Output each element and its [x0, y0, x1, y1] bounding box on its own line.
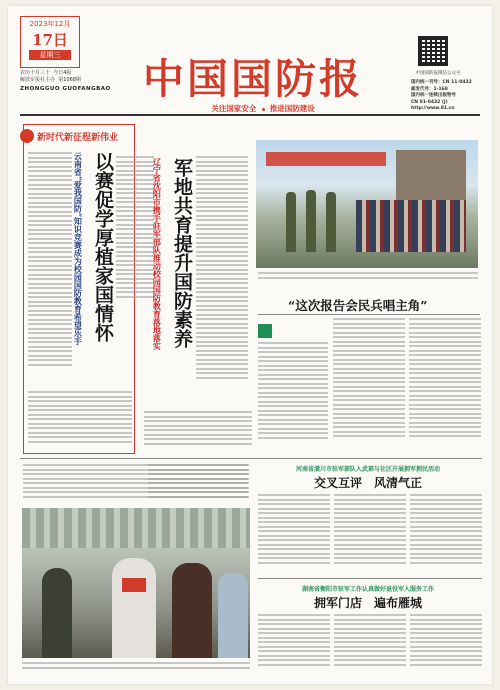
- feature-logo-icon: [258, 324, 272, 338]
- lower1-kicker: 河南省潢川市驻军部队人武部与社区开展拥军拥民活动: [295, 466, 440, 473]
- info-serial: 国内统一连续出版物号: [411, 93, 456, 98]
- lower2-col-1: [258, 614, 330, 676]
- feature-rule: [258, 314, 480, 315]
- lower2-headline: 拥军门店 遍布雁城: [313, 596, 422, 610]
- info-serial-no: CN 01-0432 (J): [411, 99, 448, 105]
- feature-headline: “这次报告会民兵唱主角”: [288, 298, 428, 313]
- top-photo: [256, 140, 478, 268]
- publication-info: [411, 80, 481, 113]
- section-label-text: 新时代新征程新伟业: [37, 132, 119, 143]
- center-headline: 军地共育提升国防素养: [170, 158, 193, 348]
- top-photo-caption: [258, 272, 478, 282]
- feature-col-1: [258, 342, 328, 452]
- lower1-col-2: [334, 494, 406, 574]
- left-story-col-2: [116, 156, 154, 316]
- qr-code[interactable]: [418, 36, 448, 66]
- left-body-a: [28, 152, 72, 390]
- meta-issue: 第1068期: [58, 77, 81, 83]
- slogan-right: 推进国防建设: [269, 104, 315, 113]
- info-url: http://www.81.cn: [411, 106, 455, 111]
- info-cn: 国内统一刊号：CN 11-0432: [411, 80, 472, 85]
- center-body-b: [144, 411, 252, 451]
- lower1-col-3: [410, 494, 482, 574]
- lower-left-text-2: [148, 464, 248, 504]
- bottom-photo: [22, 508, 250, 658]
- bottom-photo-caption: [22, 662, 250, 674]
- left-headline: 以赛促学厚植家国情怀: [91, 152, 114, 342]
- section-label: [20, 128, 160, 144]
- date-weekday: 星期三: [29, 50, 71, 60]
- date-month: 2023年12月: [29, 20, 71, 28]
- slogan-left: 关注国家安全: [211, 104, 257, 113]
- lower2-kicker: 湖南省衡阳市驻军工作认真做好退役军人服务工作: [301, 586, 434, 593]
- meta-publisher: 解放军报社主办: [20, 77, 56, 83]
- lower2-rule: [258, 578, 482, 579]
- date-box: [20, 16, 80, 68]
- left-body-b: [28, 391, 132, 451]
- feature-col-3: [409, 318, 481, 452]
- newspaper-page: [8, 6, 492, 684]
- info-postal: 邮发代号：1-168: [411, 86, 448, 92]
- lower2-col-3: [410, 614, 482, 676]
- lower1-col-1: [258, 494, 330, 574]
- qr-caption: 中国国防报微信公众号: [415, 71, 461, 76]
- issue-meta: [20, 70, 130, 84]
- lower1-headline: 交叉互评 风清气正: [313, 476, 422, 490]
- center-subhead: 辽宁省沈阳市携手驻军部队推动校园国防教育落地落实: [152, 158, 163, 350]
- feature-col-2: [333, 318, 405, 452]
- section-logo-icon: [20, 129, 34, 143]
- masthead-title: 中国国防报: [143, 55, 363, 103]
- meta-lunar: 农历十月三十: [20, 70, 51, 76]
- slogan-bar: [158, 103, 368, 114]
- center-body-a: [196, 156, 248, 406]
- masthead-pinyin: ZHONGGUO GUOFANGBAO: [20, 86, 111, 92]
- lower2-col-2: [334, 614, 406, 676]
- left-subhead: 云南省“爱我国防”知识竞赛成为校园国防教育希望乐手: [73, 152, 84, 346]
- meta-pages: 今日4版: [53, 70, 72, 76]
- date-day: 17日: [32, 31, 68, 49]
- header-rule: [20, 114, 480, 116]
- mid-rule: [20, 458, 482, 459]
